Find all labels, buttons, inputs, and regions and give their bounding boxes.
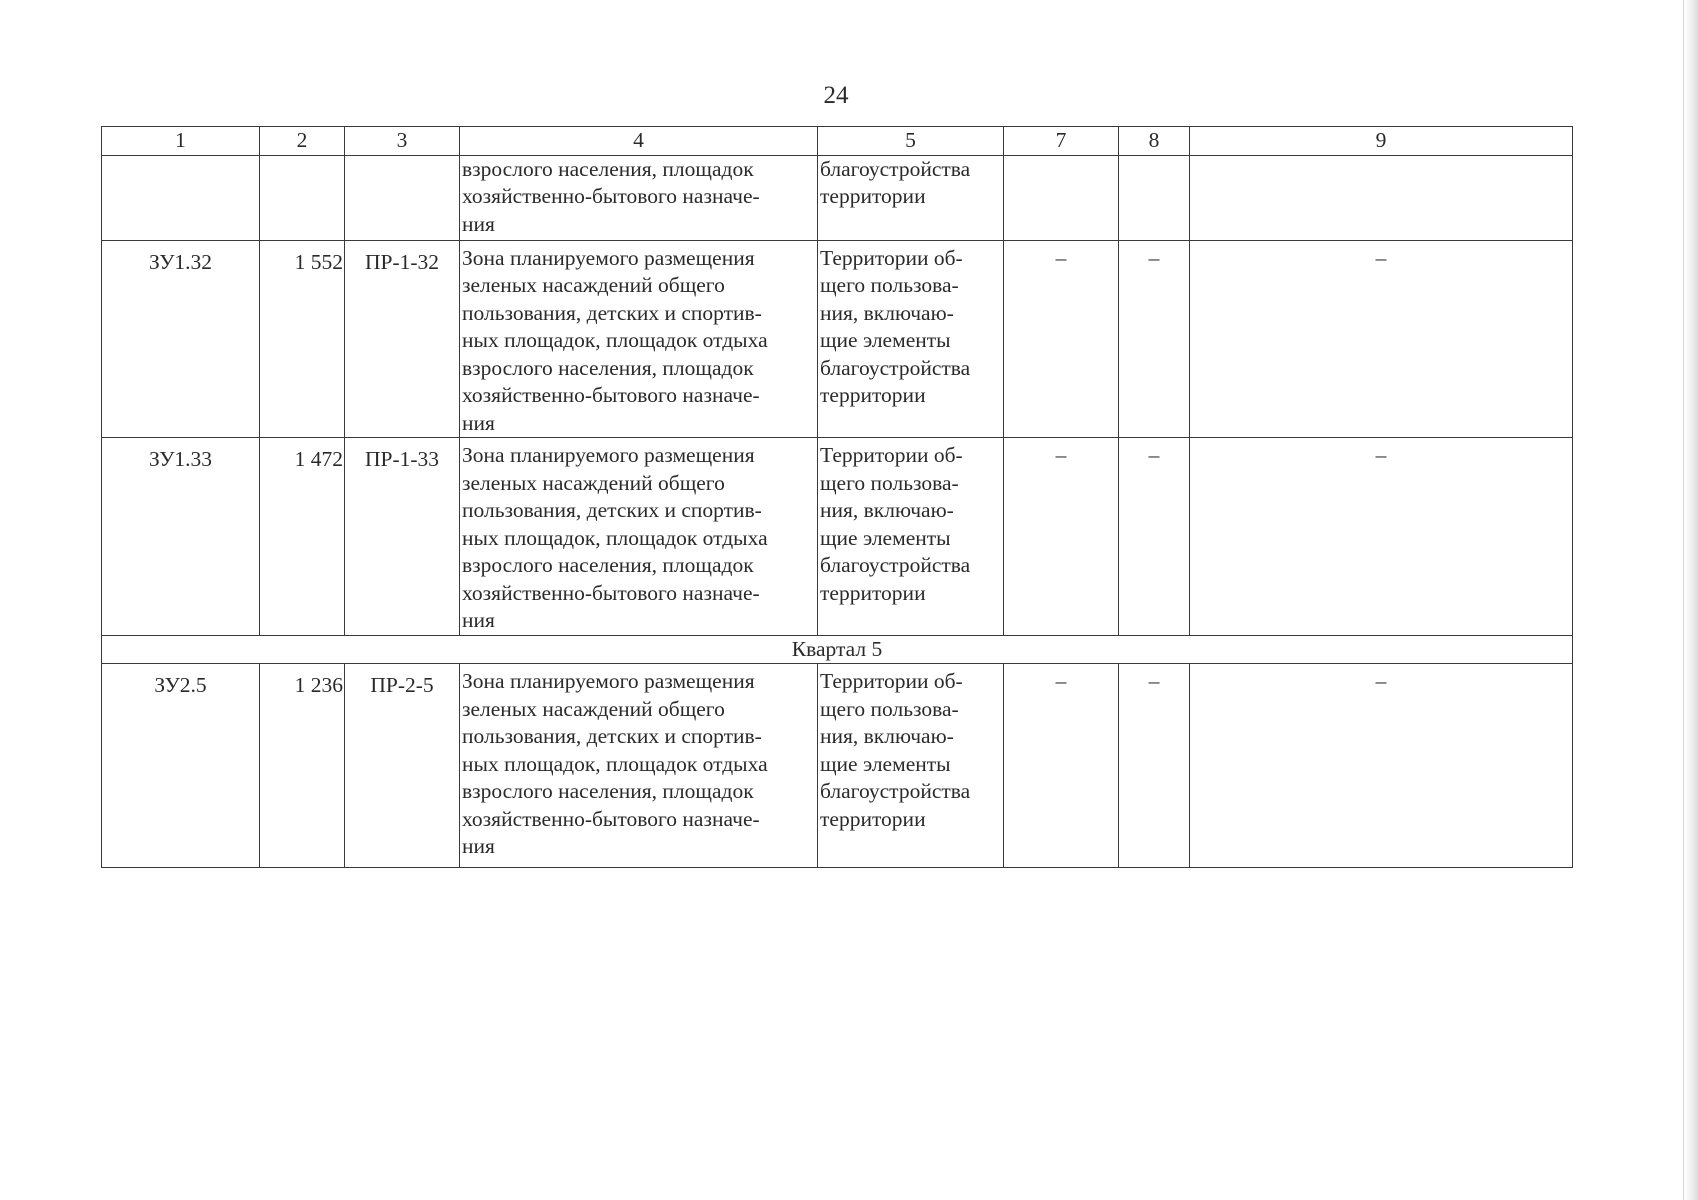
cell-empty [102,155,260,240]
cell-zone: Зона планируемого размещения зеленых насаждений общего пользования, детских и спортив- ных площадок, площадок отдыха взрослого населения, площадок хозяйственно-бытового назначе- ния [460,664,818,868]
cell-col8: – [1119,438,1190,636]
quarter-header-row [102,635,1573,664]
cell-col7: – [1004,664,1119,868]
cell-category: Территории об- щего пользова- ния, включаю- щие элементы благоустройства территории [818,664,1004,868]
cell-area: 1 472 [260,438,345,636]
cell-empty [345,155,460,240]
cell-code: ПР-1-33 [345,438,460,636]
cell-zone: Зона планируемого размещения зеленых насаждений общего пользования, детских и спортив- ных площадок, площадок отдыха взрослого населения, площадок хозяйственно-бытового назначе- ния [460,438,818,636]
page-edge-shadow [1684,0,1698,1200]
cell-code: ПР-1-32 [345,240,460,438]
cell-col7: – [1004,438,1119,636]
cell-empty [1190,155,1573,240]
cell-area: 1 236 [260,664,345,868]
column-header: 4 [460,127,818,156]
cell-col9: – [1190,240,1573,438]
column-header: 1 [102,127,260,156]
cell-category: Территории об- щего пользова- ния, включаю- щие элементы благоустройства территории [818,240,1004,438]
cell-category: Территории об- щего пользова- ния, включаю- щие элементы благоустройства территории [818,438,1004,636]
cell-empty [1004,155,1119,240]
page-number: 24 [823,82,849,109]
cell-col9: – [1190,438,1573,636]
column-header: 5 [818,127,1004,156]
cell-zone: Зона планируемого размещения зеленых насаждений общего пользования, детских и спортив- ных площадок, площадок отдыха взрослого населения, площадок хозяйственно-бытового назначе- ния [460,240,818,438]
cell-code: ПР-2-5 [345,664,460,868]
land-plots-table [101,126,1573,868]
column-header: 9 [1190,127,1573,156]
table-row [102,240,1573,438]
cell-empty [260,155,345,240]
table-row [102,664,1573,868]
table-row-continuation [102,155,1573,240]
cell-plot-id: ЗУ1.32 [102,240,260,438]
quarter-label: Квартал 5 [102,635,1573,664]
cell-col9: – [1190,664,1573,868]
cell-category: благоустройства территории [818,155,1004,240]
cell-plot-id: ЗУ1.33 [102,438,260,636]
cell-area: 1 552 [260,240,345,438]
table-row [102,438,1573,636]
cell-col7: – [1004,240,1119,438]
cell-zone: взрослого населения, площадок хозяйственно-бытового назначе- ния [460,155,818,240]
column-header: 7 [1004,127,1119,156]
cell-empty [1119,155,1190,240]
column-header: 8 [1119,127,1190,156]
column-header: 2 [260,127,345,156]
cell-col8: – [1119,240,1190,438]
column-header: 3 [345,127,460,156]
cell-plot-id: ЗУ2.5 [102,664,260,868]
cell-col8: – [1119,664,1190,868]
table-header-row [102,127,1573,156]
